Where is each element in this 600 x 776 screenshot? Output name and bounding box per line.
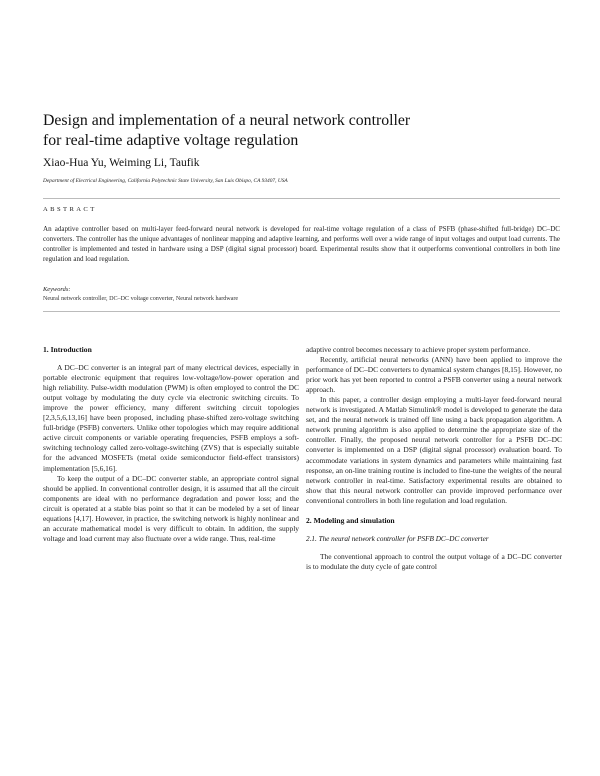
section-1-heading: 1. Introduction xyxy=(43,345,92,354)
intro-paragraph-3: Recently, artificial neural networks (ANN) have been applied to improve the performance of DC–DC converters to dynamical system changes [8,15]. However, no prior work has yet been reported to control a PSFB converter using a neural network approach. xyxy=(306,355,562,395)
intro-paragraph-2: To keep the output of a DC–DC converter stable, an appropriate control signal should be applied. In conventional controller design, it is assumed that all the circuit components are ideal with no performance degradation and power loss; and the circuit is operated at a stable bias point so that it can be modeled by a set of linear equations [4,17]. However, in practice, the switching network is highly nonlinear and an accurate mathematical model is very difficult to obtain. In addition, the supply voltage and load current may also fluctuate over a wide range. Thus, real-time xyxy=(43,473,299,543)
left-column xyxy=(43,345,299,544)
affiliation: Department of Electrical Engineering, California Polytechnic State University, San Luis Obispo, CA 93407, USA xyxy=(43,178,288,184)
right-column xyxy=(306,345,562,572)
section-2-heading: 2. Modeling and simulation xyxy=(306,515,395,525)
keywords-text: Neural network controller, DC–DC voltage converter, Neural network hardware xyxy=(43,296,239,302)
section-2-paragraph-1: The conventional approach to control the output voltage of a DC–DC converter is to modulate the duty cycle of gate control xyxy=(306,551,562,571)
intro-paragraph-2-continued: adaptive control becomes necessary to achieve proper system performance. xyxy=(306,345,531,354)
subsection-2-1-heading: 2.1. The neural network controller for PSFB DC–DC converter xyxy=(306,534,489,543)
intro-paragraph-4: In this paper, a controller design employing a multi-layer feed-forward neural network is investigated. A Matlab Simulink® model is developed to generate the data set, and the neural network is trained off line using a back propagation algorithm. A network pruning algorithm is also applied to determine the appropriate size of the controller. Finally, the proposed neural network controller for a PSFB DC–DC converter is implemented on a DSP (digital signal processor) evaluation board. To accommodate variations in system dynamics and parameters while maintaining fast response, an on-line training routine is included to fine-tune the weights of the neural network controller in real-time. Satisfactory experimental results are obtained to show that this neural network controller can provide improved performance over conventional controllers in both line regulation and load regulation. xyxy=(306,395,562,505)
abstract-divider xyxy=(43,311,560,312)
title-line-2: for real-time adaptive voltage regulation xyxy=(43,132,299,149)
authors: Xiao-Hua Yu, Weiming Li, Taufik xyxy=(43,157,200,169)
intro-paragraph-1: A DC–DC converter is an integral part of many electrical devices, especially in portable electronic equipment that requires low-voltage/low-power operation and high reliability. Pulse-width modulation (PWM) is often employed to control the DC output voltage by modulating the duty cycle via electronic switching circuits. To improve the power efficiency, many different switching circuit topologies [2,3,5,6,13,16] have been proposed, including phase-shifted zero-voltage switching full-bridge (PSFB) converters. Unlike other topologies which may require additional active circuit components or variable operating frequencies, PSFB employs a soft-switching technology called zero-voltage-switching (ZVS) that is especially suitable for the advanced MOSFETs (metal oxide semiconductor field-effect transistors) implementation [5,6,16]. xyxy=(43,363,299,473)
abstract-text: An adaptive controller based on multi-layer feed-forward neural network is developed for real-time voltage regulation of a class of PSFB (phase-shifted full-bridge) DC–DC converters. The controller has the unique advantages of nonlinear mapping and adaptive learning, and performs well over a wide range of input voltages and output load currents. The controller is implemented and tested in hardware using a DSP (digital signal processor) board. Experimental results show that it outperforms conventional controllers in both line regulation and load regulation. xyxy=(43,225,560,264)
paper-title xyxy=(43,111,563,151)
title-line-1: Design and implementation of a neural network controller xyxy=(43,112,411,129)
header-divider xyxy=(43,198,560,199)
keywords-label: Keywords: xyxy=(43,286,71,293)
abstract-heading: ABSTRACT xyxy=(43,206,97,213)
